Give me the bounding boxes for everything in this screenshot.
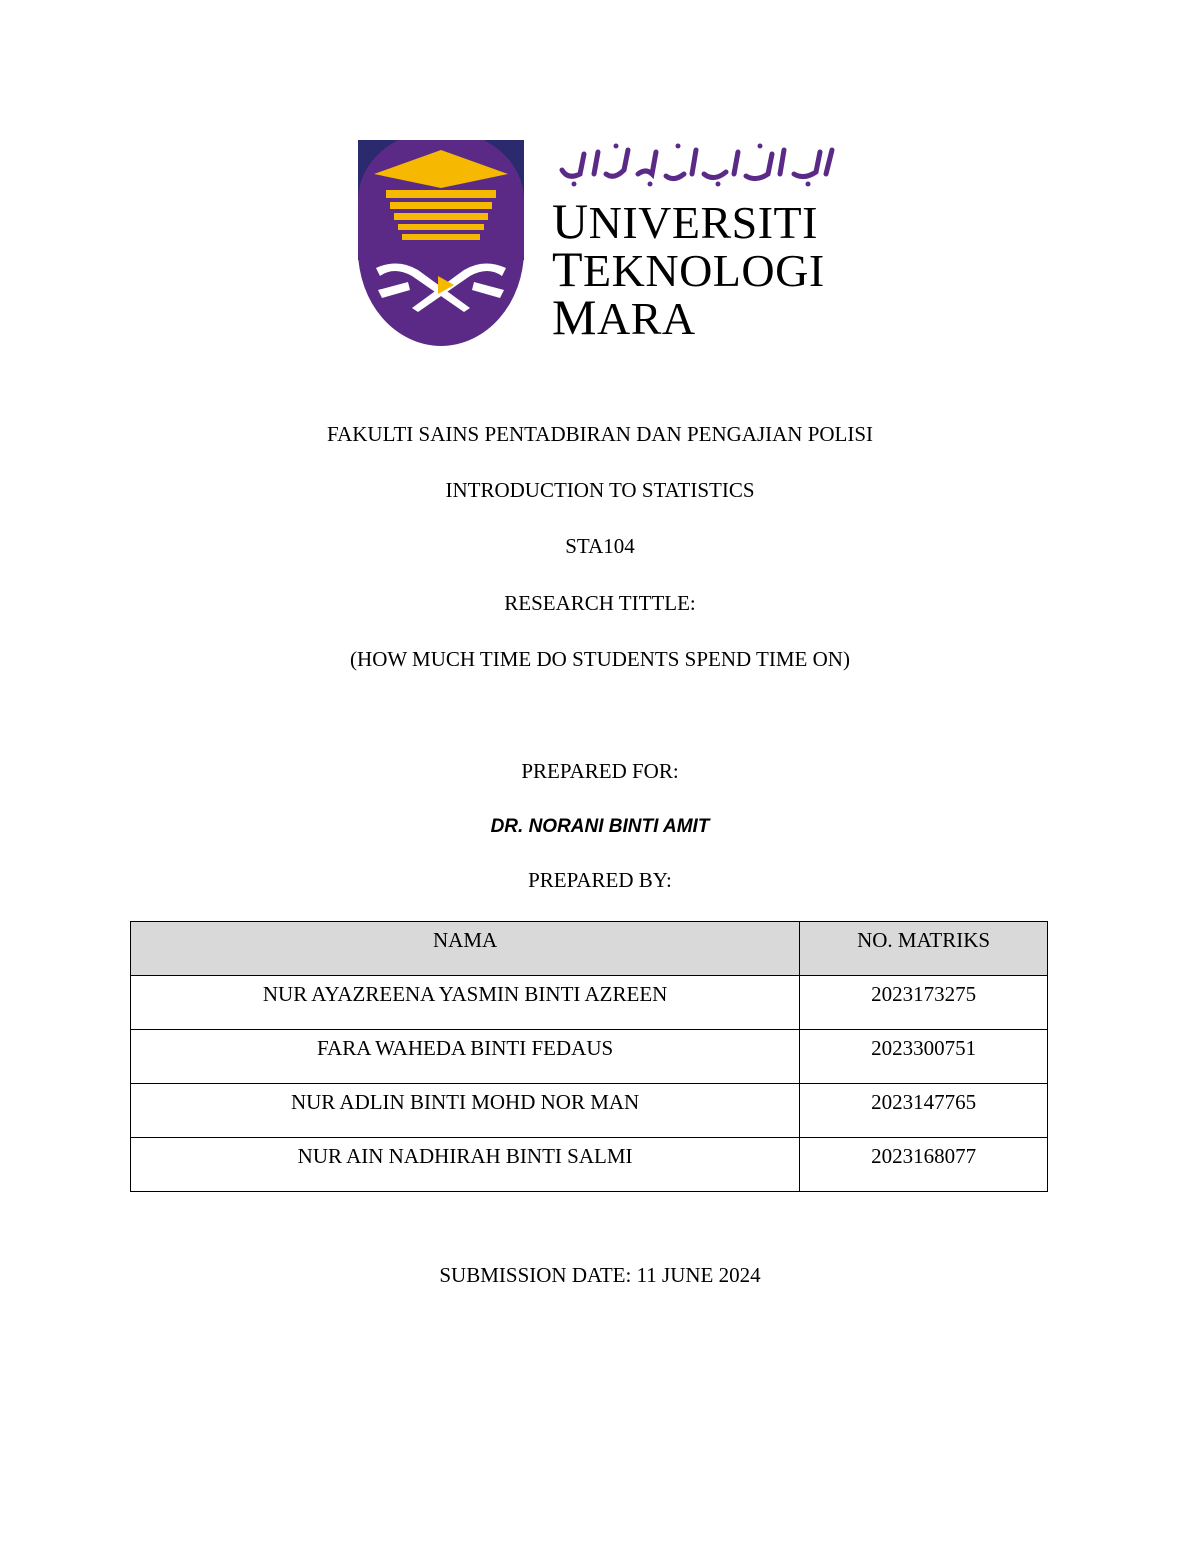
prepared-by-label: PREPARED BY:: [528, 868, 672, 892]
logo-jawi-text: [554, 140, 842, 190]
header-no-matriks: NO. MATRIKS: [800, 922, 1048, 976]
member-matric: 2023300751: [800, 1030, 1048, 1084]
uitm-logo: [358, 140, 848, 350]
table-header-row: [131, 922, 1048, 976]
research-title: (HOW MUCH TIME DO STUDENTS SPEND TIME ON): [350, 647, 850, 671]
table-row: [131, 976, 1048, 1030]
logo-word-mara: MARA: [552, 289, 696, 345]
lecturer-name: DR. NORANI BINTI AMIT: [490, 816, 710, 837]
table-row: [131, 1138, 1048, 1192]
uitm-crest-icon: [358, 140, 524, 346]
member-name: NUR AIN NADHIRAH BINTI SALMI: [131, 1138, 800, 1192]
logo-word-teknologi: TEKNOLOGI: [552, 241, 825, 297]
faculty-name: FAKULTI SAINS PENTADBIRAN DAN PENGAJIAN POLISI: [326, 422, 874, 446]
table-row: [131, 1084, 1048, 1138]
research-title-label: RESEARCH TITTLE:: [504, 591, 696, 615]
member-name: FARA WAHEDA BINTI FEDAUS: [131, 1030, 800, 1084]
course-code: STA104: [565, 534, 635, 558]
table-row: [131, 1030, 1048, 1084]
member-name: NUR AYAZREENA YASMIN BINTI AZREEN: [131, 976, 800, 1030]
member-matric: 2023168077: [800, 1138, 1048, 1192]
member-matric: 2023173275: [800, 976, 1048, 1030]
logo-word-universiti: UNIVERSITI: [552, 193, 818, 249]
header-nama: NAMA: [131, 922, 800, 976]
prepared-for-label: PREPARED FOR:: [521, 759, 679, 783]
members-table: [130, 921, 1048, 1192]
member-matric: 2023147765: [800, 1084, 1048, 1138]
jawi-calligraphy-icon: [554, 140, 842, 190]
submission-date: SUBMISSION DATE: 11 JUNE 2024: [439, 1263, 761, 1287]
course-name: INTRODUCTION TO STATISTICS: [445, 478, 755, 502]
member-name: NUR ADLIN BINTI MOHD NOR MAN: [131, 1084, 800, 1138]
